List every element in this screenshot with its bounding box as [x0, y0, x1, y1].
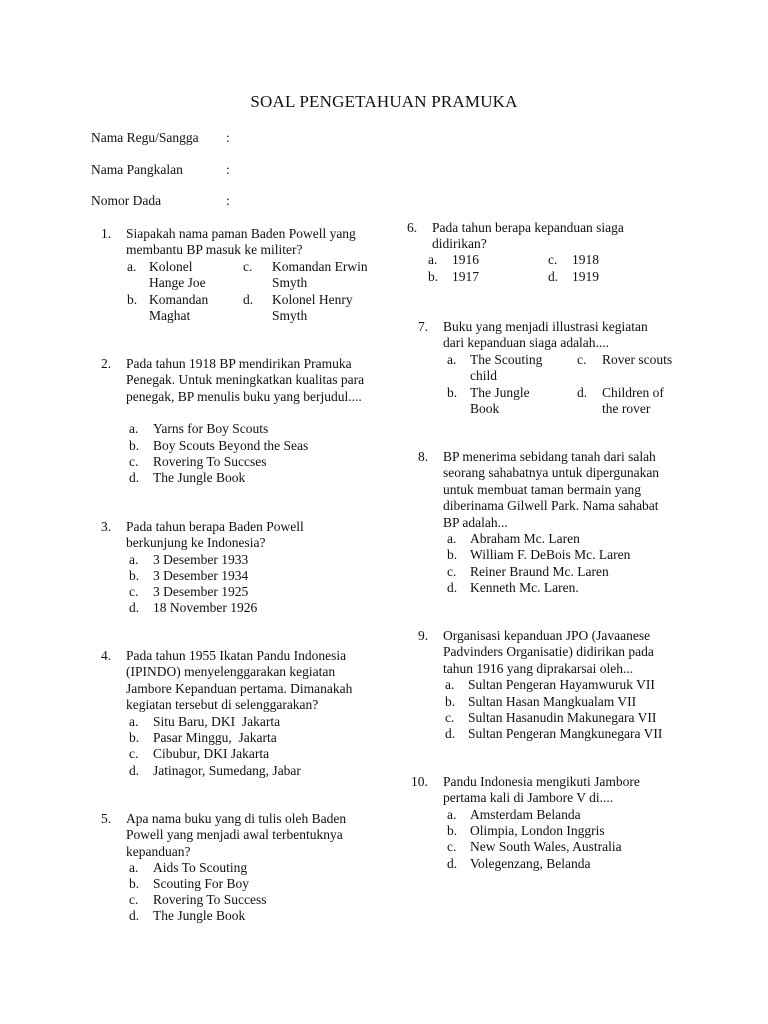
option-text: Amsterdam Belanda	[470, 807, 581, 822]
option-letter: b.	[428, 269, 439, 284]
option-letter: d.	[129, 600, 140, 615]
option-text: Volegenzang, Belanda	[470, 856, 591, 871]
option-letter: a.	[447, 807, 457, 822]
option-text: Boy Scouts Beyond the Seas	[153, 438, 309, 453]
field-label: Nama Pangkalan	[91, 162, 183, 177]
option-text: 1916	[452, 252, 479, 267]
option-text: Sultan Pengeran Mangkunegara VII	[468, 726, 663, 741]
option-letter: b.	[129, 730, 140, 745]
question-number: 3.	[101, 519, 112, 534]
option-letter: d.	[447, 580, 458, 595]
question-text: Siapakah nama paman Baden Powell yang membantu BP masuk ke militer?	[126, 226, 356, 258]
option-text: Sultan Pengeran Hayamwuruk VII	[468, 677, 655, 692]
option-letter: a.	[127, 259, 137, 274]
question-text: Pada tahun berapa Baden Powell berkunjung ke Indonesia?	[126, 519, 304, 551]
option-letter: b.	[445, 694, 456, 709]
question-number: 9.	[418, 628, 429, 643]
option-letter: c.	[129, 746, 139, 761]
option-text: 18 November 1926	[153, 600, 258, 615]
option-letter: d.	[129, 763, 140, 778]
option-letter: d.	[445, 726, 456, 741]
field-nomor-dada	[91, 193, 230, 209]
option-letter: d.	[447, 856, 458, 871]
option-text: 3 Desember 1925	[153, 584, 249, 599]
option-text: Komandan Erwin Smyth	[272, 259, 368, 291]
option-letter: b.	[447, 547, 458, 562]
question-text: Apa nama buku yang di tulis oleh Baden Powell yang menjadi awal terbentuknya kepanduan?	[126, 811, 347, 859]
question-number: 8.	[418, 449, 429, 464]
option-text: 1919	[572, 269, 599, 284]
field-colon: :	[226, 130, 230, 145]
option-text: Children of the rover	[602, 385, 664, 417]
option-letter: a.	[428, 252, 438, 267]
option-text: William F. DeBois Mc. Laren	[470, 547, 631, 562]
question-number: 5.	[101, 811, 112, 826]
option-letter: d.	[577, 385, 588, 400]
option-text: Pasar Minggu, Jakarta	[153, 730, 277, 745]
option-text: Rovering To Success	[153, 892, 267, 907]
field-colon: :	[226, 162, 230, 177]
option-text: Cibubur, DKI Jakarta	[153, 746, 270, 761]
option-letter: c.	[447, 839, 457, 854]
option-letter: b.	[127, 292, 138, 307]
question-text: BP menerima sebidang tanah dari salah seorang sahabatnya untuk dipergunakan untuk membuat taman bermain yang diberinama Gilwell Park. Nama sahabat BP adalah...	[443, 449, 660, 530]
question-text: Organisasi kepanduan JPO (Javaanese Padvinders Organisatie) didirikan pada tahun 1916 yang diprakarsai oleh...	[443, 628, 654, 676]
option-text: Aids To Scouting	[153, 860, 248, 875]
option-letter: b.	[447, 823, 458, 838]
option-text: Rovering To Succses	[153, 454, 267, 469]
question-number: 7.	[418, 319, 429, 334]
option-letter: d.	[243, 292, 254, 307]
page-title: SOAL PENGETAHUAN PRAMUKA	[250, 92, 518, 111]
question-number: 2.	[101, 356, 112, 371]
option-text: The Jungle Book	[153, 470, 246, 485]
option-text: The Scouting child	[470, 352, 543, 384]
option-text: Komandan Maghat	[149, 292, 209, 324]
option-text: Scouting For Boy	[153, 876, 250, 891]
option-text: New South Wales, Australia	[470, 839, 622, 854]
option-letter: a.	[447, 352, 457, 367]
question-text: Pada tahun 1955 Ikatan Pandu Indonesia (IPINDO) menyelenggarakan kegiatan Jambore Kepanduan pertama. Dimanakah kegiatan tersebut di selenggarakan?	[126, 648, 353, 713]
question-number: 10.	[411, 774, 428, 789]
question-text: Pada tahun berapa kepanduan siaga didirikan?	[432, 220, 624, 252]
option-letter: c.	[445, 710, 455, 725]
option-letter: d.	[129, 470, 140, 485]
question-text: Buku yang menjadi illustrasi kegiatan dari kepanduan siaga adalah....	[443, 319, 648, 351]
question-text: Pada tahun 1918 BP mendirikan Pramuka Penegak. Untuk meningkatkan kualitas para penegak, BP menulis buku yang berjudul....	[126, 356, 365, 404]
option-text: 1918	[572, 252, 599, 267]
option-letter: b.	[447, 385, 458, 400]
option-text: 3 Desember 1933	[153, 552, 249, 567]
option-letter: a.	[447, 531, 457, 546]
field-nama-regu	[91, 130, 230, 146]
field-colon: :	[226, 193, 230, 208]
option-letter: d.	[548, 269, 559, 284]
field-label: Nama Regu/Sangga	[91, 130, 199, 145]
option-letter: b.	[129, 568, 140, 583]
option-text: 3 Desember 1934	[153, 568, 249, 583]
option-text: Kolonel Hange Joe	[149, 259, 206, 291]
option-text: Sultan Hasanudin Makunegara VII	[468, 710, 657, 725]
option-text: The Jungle Book	[470, 385, 530, 417]
option-text: 1917	[452, 269, 479, 284]
option-letter: c.	[548, 252, 558, 267]
option-text: Yarns for Boy Scouts	[153, 421, 269, 436]
option-letter: c.	[129, 454, 139, 469]
option-letter: a.	[129, 552, 139, 567]
option-letter: c.	[129, 584, 139, 599]
option-text: Reiner Braund Mc. Laren	[470, 564, 609, 579]
option-letter: b.	[129, 438, 140, 453]
option-letter: a.	[129, 421, 139, 436]
field-nama-pangkalan	[91, 162, 230, 178]
option-letter: b.	[129, 876, 140, 891]
option-letter: a.	[129, 860, 139, 875]
option-text: Sultan Hasan Mangkualam VII	[468, 694, 637, 709]
field-label: Nomor Dada	[91, 193, 162, 208]
option-letter: a.	[129, 714, 139, 729]
option-text: Abraham Mc. Laren	[470, 531, 580, 546]
question-number: 6.	[407, 220, 418, 235]
question-number: 1.	[101, 226, 112, 241]
option-text: The Jungle Book	[153, 908, 246, 923]
option-text: Jatinagor, Sumedang, Jabar	[153, 763, 301, 778]
option-letter: c.	[129, 892, 139, 907]
option-letter: c.	[447, 564, 457, 579]
option-letter: c.	[577, 352, 587, 367]
question-number: 4.	[101, 648, 112, 663]
option-letter: d.	[129, 908, 140, 923]
option-text: Rover scouts	[602, 352, 673, 367]
option-text: Kenneth Mc. Laren.	[470, 580, 579, 595]
option-text: Kolonel Henry Smyth	[272, 292, 353, 324]
option-letter: c.	[243, 259, 253, 274]
option-text: Situ Baru, DKI Jakarta	[153, 714, 281, 729]
option-text: Olimpia, London Inggris	[470, 823, 605, 838]
option-letter: a.	[445, 677, 455, 692]
question-text: Pandu Indonesia mengikuti Jambore pertama kali di Jambore V di....	[443, 774, 640, 806]
